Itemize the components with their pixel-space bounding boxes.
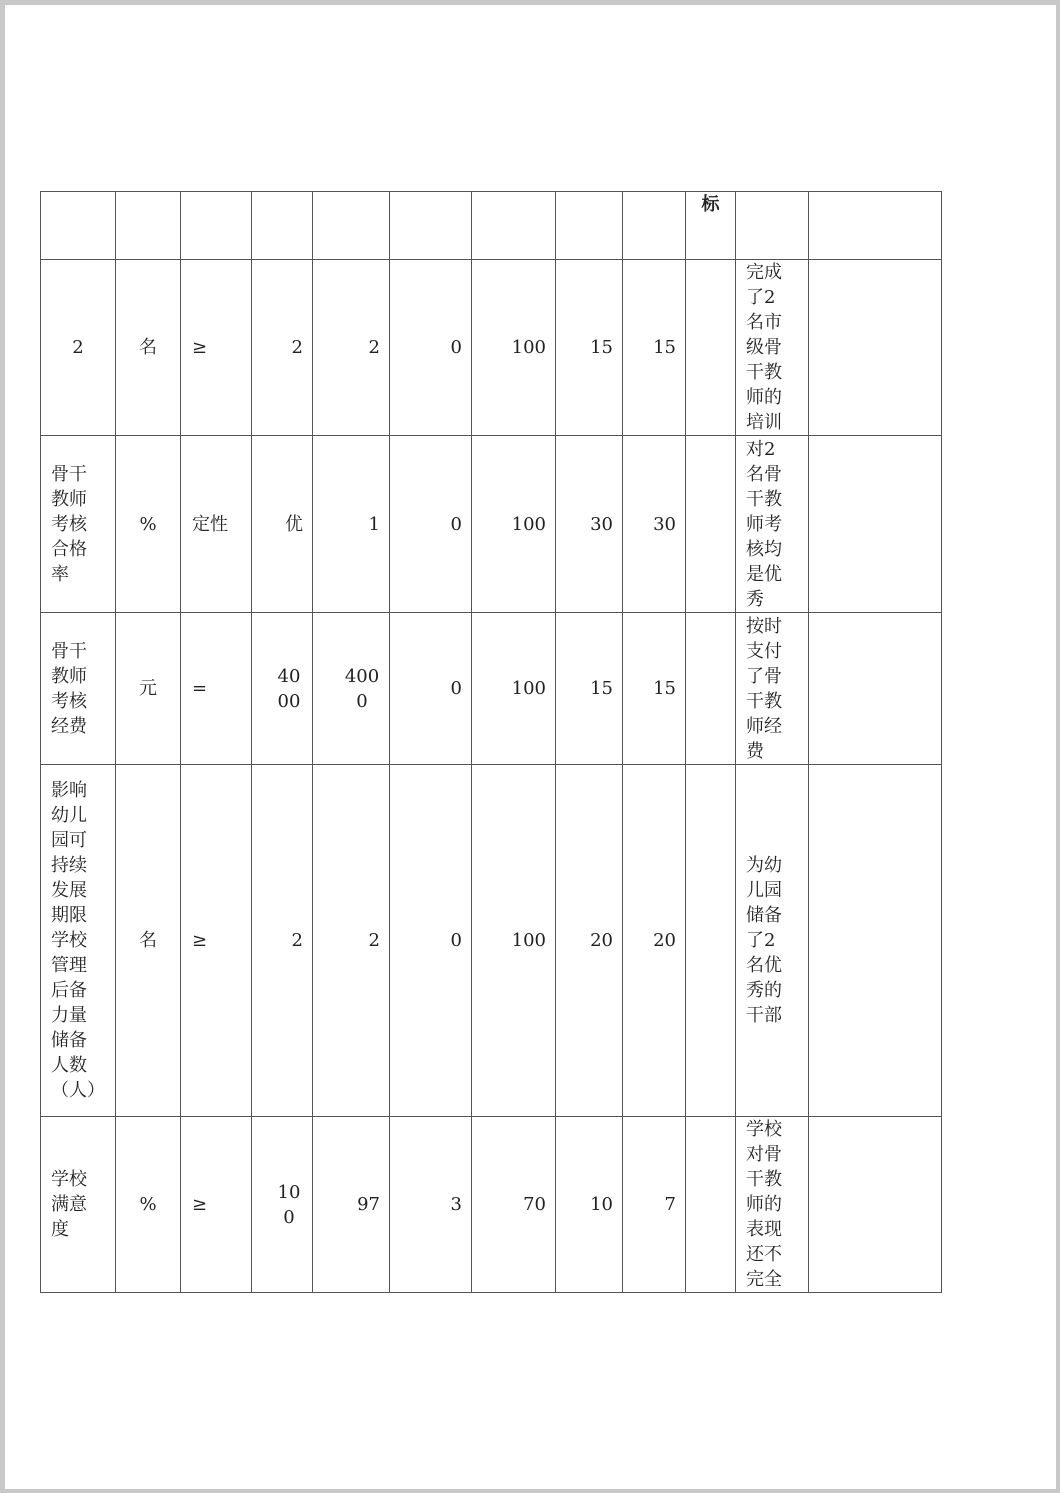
- empty-cell: [809, 1117, 942, 1293]
- header-cell: [390, 192, 472, 260]
- target-text: 4000: [277, 665, 301, 712]
- completion-cell: 100: [472, 613, 556, 765]
- deviation-cell: 0: [390, 613, 472, 765]
- completion-cell: 100: [472, 260, 556, 436]
- empty-cell: [686, 1117, 736, 1293]
- empty-cell: [686, 260, 736, 436]
- note-cell: [736, 1117, 809, 1293]
- operator-cell: =: [181, 613, 252, 765]
- note-text: 对2名骨干教师考核均是优秀: [746, 438, 782, 610]
- empty-cell: [809, 260, 942, 436]
- deviation-cell: 0: [390, 765, 472, 1117]
- indicator-text: 学校满意度: [51, 1169, 87, 1240]
- empty-cell: [809, 613, 942, 765]
- weight-cell: 15: [556, 613, 623, 765]
- actual-cell: 1: [313, 436, 390, 613]
- indicator-text: 骨干教师考核合格率: [51, 463, 87, 585]
- note-cell: [736, 613, 809, 765]
- operator-cell: ≥: [181, 1117, 252, 1293]
- deviation-cell: 3: [390, 1117, 472, 1293]
- completion-cell: 100: [472, 436, 556, 613]
- header-cell: [116, 192, 181, 260]
- table-row: [41, 613, 942, 765]
- weight-cell: 15: [556, 260, 623, 436]
- operator-cell: ≥: [181, 260, 252, 436]
- header-cell: [472, 192, 556, 260]
- header-cell: [623, 192, 686, 260]
- header-cell: [181, 192, 252, 260]
- deviation-cell: 0: [390, 436, 472, 613]
- header-cell: [736, 192, 809, 260]
- table-row: [41, 765, 942, 1117]
- actual-text: 4000: [344, 665, 380, 712]
- empty-cell: [686, 613, 736, 765]
- indicator-text: 骨干教师考核经费: [51, 640, 87, 737]
- score-cell: 20: [623, 765, 686, 1117]
- table-row: [41, 1117, 942, 1293]
- unit-cell: 名: [116, 765, 181, 1117]
- note-cell: [736, 260, 809, 436]
- header-cell: [41, 192, 116, 260]
- table-header-row: [41, 192, 942, 260]
- table-row: [41, 260, 942, 436]
- actual-cell: [313, 613, 390, 765]
- actual-cell: 2: [313, 765, 390, 1117]
- target-cell: 优: [252, 436, 313, 613]
- note-text: 完成了2名市级骨干教师的培训: [746, 262, 782, 433]
- empty-cell: [686, 436, 736, 613]
- indicator-cell: [41, 436, 116, 613]
- unit-cell: %: [116, 1117, 181, 1293]
- indicator-cell: [41, 1117, 116, 1293]
- header-cell: [252, 192, 313, 260]
- target-text: 100: [277, 1181, 301, 1228]
- operator-cell: 定性: [181, 436, 252, 613]
- actual-cell: 97: [313, 1117, 390, 1293]
- deviation-cell: 0: [390, 260, 472, 436]
- score-cell: 7: [623, 1117, 686, 1293]
- header-cell-bold: 标: [686, 192, 736, 260]
- unit-cell: 元: [116, 613, 181, 765]
- target-cell: [252, 613, 313, 765]
- indicator-text: 影响幼儿园可持续发展期限学校管理后备力量储备人数（人）: [51, 780, 105, 1101]
- target-cell: 2: [252, 765, 313, 1117]
- weight-cell: 10: [556, 1117, 623, 1293]
- note-cell: [736, 765, 809, 1117]
- weight-cell: 30: [556, 436, 623, 613]
- empty-cell: [686, 765, 736, 1117]
- empty-cell: [809, 765, 942, 1117]
- score-cell: 15: [623, 260, 686, 436]
- indicator-cell: [41, 613, 116, 765]
- unit-cell: 名: [116, 260, 181, 436]
- completion-cell: 70: [472, 1117, 556, 1293]
- note-text: 为幼儿园储备了2名优秀的干部: [746, 855, 782, 1026]
- target-cell: 2: [252, 260, 313, 436]
- header-cell: [313, 192, 390, 260]
- indicator-cell: [41, 765, 116, 1117]
- note-cell: [736, 436, 809, 613]
- header-cell: [556, 192, 623, 260]
- actual-cell: 2: [313, 260, 390, 436]
- note-text: 学校对骨干教师的表现还不完全: [746, 1119, 782, 1290]
- indicator-cell: 2: [41, 260, 116, 436]
- note-text: 按时支付了骨干教师经费: [746, 615, 782, 762]
- weight-cell: 20: [556, 765, 623, 1117]
- empty-cell: [809, 436, 942, 613]
- table-row: [41, 436, 942, 613]
- header-cell: [809, 192, 942, 260]
- score-cell: 15: [623, 613, 686, 765]
- target-cell: [252, 1117, 313, 1293]
- score-cell: 30: [623, 436, 686, 613]
- unit-cell: %: [116, 436, 181, 613]
- performance-table: [40, 191, 942, 1293]
- completion-cell: 100: [472, 765, 556, 1117]
- operator-cell: ≥: [181, 765, 252, 1117]
